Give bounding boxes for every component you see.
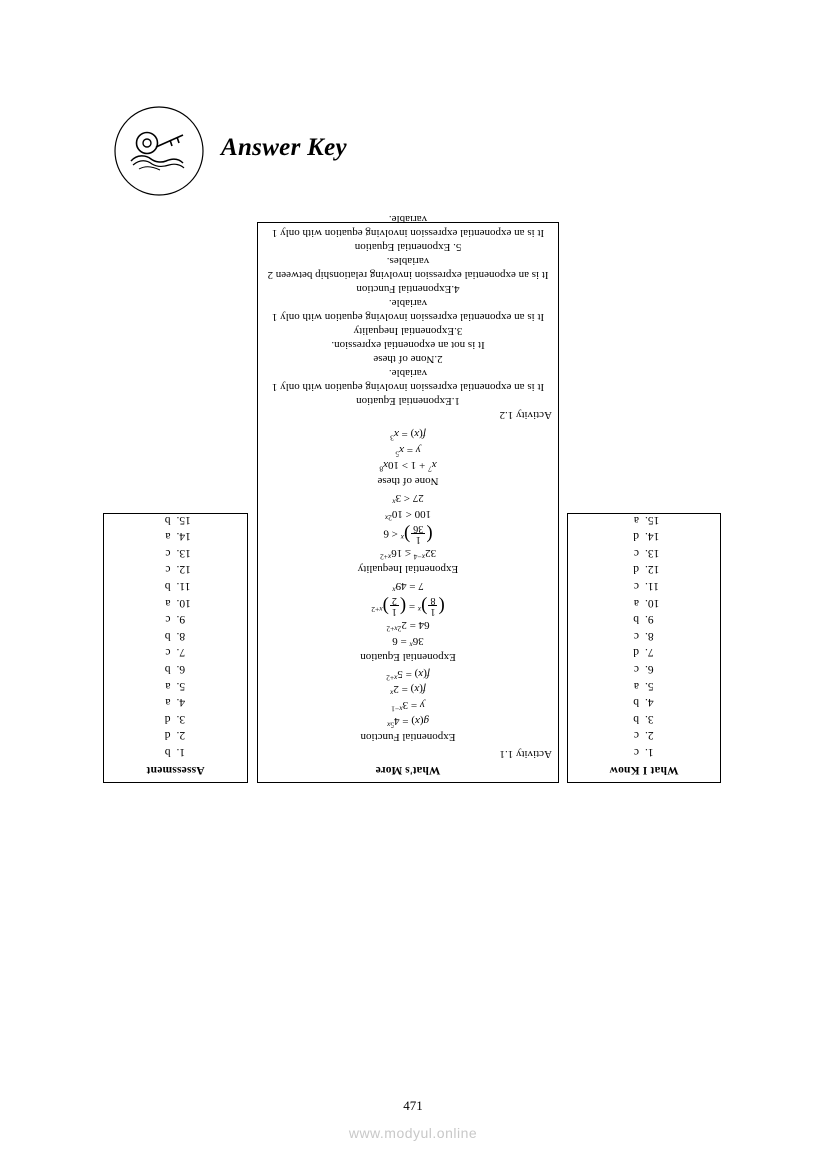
list-item [568, 677, 720, 694]
item-number: 13. [176, 546, 191, 559]
item-number: 2. [645, 729, 654, 742]
item-number: 9. [645, 613, 654, 626]
activity-1-2-reason: It is an exponential expression involving relationship between 2 variables. [267, 254, 549, 281]
item-answer: Exponential Equation [354, 240, 451, 253]
item-answer: a [165, 696, 171, 709]
key-in-circle-icon [113, 105, 205, 197]
item-number: 10. [176, 596, 191, 609]
activity-1-1-label: Activity 1.1 [499, 747, 552, 760]
item-number: 2. [176, 729, 186, 742]
item-number: 14. [176, 530, 191, 543]
item-answer: b [164, 629, 171, 642]
math-expression: $f(x) = x^3$ [390, 427, 426, 443]
activity-1-2-reason: It is an exponential expression involving equation with only 1 variable. [271, 366, 545, 393]
item-answer: Exponential Inequality [353, 324, 455, 337]
math-expression: $7 = 49^x$ [392, 579, 424, 595]
item-number: 6. [645, 663, 654, 676]
list-item [104, 677, 247, 694]
list-item [568, 710, 720, 727]
item-answer: d [164, 729, 171, 742]
item-answer: c [633, 580, 639, 593]
list-item [568, 511, 720, 528]
item-number: 12. [645, 563, 660, 576]
assessment-list [104, 511, 247, 760]
item-answer: a [165, 530, 171, 543]
exponential-equation-heading: Exponential Equation [360, 651, 456, 664]
watermark: www.modyul.online [348, 1125, 478, 1141]
list-item [104, 627, 247, 644]
math-expression: $36^x = 6$ [392, 635, 424, 650]
math-expression: $32^{x-4} \le 16^{x+2}$ [379, 547, 437, 563]
item-answer: c [633, 663, 639, 676]
list-item [568, 561, 720, 578]
item-number: 3. [645, 712, 654, 725]
math-expression: $f(x) = 5^{x+2}$ [386, 667, 430, 683]
item-answer: c [165, 613, 171, 626]
activity-1-2-reason: It is not an exponential expression. [331, 338, 485, 351]
math-expression: $y = 3^{x-1}$ [391, 699, 425, 715]
list-item [568, 544, 720, 561]
item-answer: c [165, 646, 171, 659]
item-number: 13. [645, 546, 660, 559]
list-item [104, 528, 247, 545]
math-expression: $y = x^5$ [395, 443, 421, 459]
item-answer: a [165, 596, 171, 609]
item-number: 4. [645, 696, 654, 709]
item-answer: b [633, 712, 639, 725]
exponential-inequality-heading: Exponential Inequality [357, 563, 459, 576]
item-number: 8. [645, 629, 654, 642]
list-item [104, 743, 247, 760]
item-answer: d [633, 530, 639, 543]
activity-1-2-item [264, 240, 552, 254]
item-number: 11. [176, 580, 191, 593]
item-answer: Exponential Equation [356, 394, 452, 407]
item-answer: c [633, 729, 639, 742]
list-item [568, 594, 720, 611]
item-answer: a [633, 596, 639, 609]
item-answer: None of these [373, 352, 435, 365]
item-answer: d [633, 646, 639, 659]
activity-1-2-reason: It is an exponential expression involving equation with only 1 variable. [271, 296, 545, 323]
item-number: 14. [645, 530, 660, 543]
list-item [568, 644, 720, 661]
item-number: 5. [176, 679, 186, 692]
list-item [104, 694, 247, 711]
list-item [104, 644, 247, 661]
item-number: 2. [434, 352, 443, 365]
page-title: Answer Key [221, 134, 347, 161]
none-of-these-heading: None of these [377, 475, 439, 488]
whats-more-box [257, 212, 559, 783]
activity-1-2-item [264, 282, 552, 296]
page-number: 471 [403, 1098, 423, 1113]
item-answer: a [633, 679, 639, 692]
item-answer: b [633, 613, 639, 626]
item-number: 9. [176, 613, 186, 626]
assessment-box [103, 513, 248, 783]
item-answer: b [633, 696, 639, 709]
item-number: 3. [176, 712, 186, 725]
item-answer: c [165, 546, 171, 559]
item-number: 12. [176, 563, 191, 576]
activity-1-2-item [264, 394, 552, 408]
list-item [568, 660, 720, 677]
item-answer: b [164, 746, 171, 758]
list-item [568, 743, 720, 760]
item-number: 3. [454, 324, 463, 337]
item-number: 6. [176, 663, 186, 676]
item-number: 10. [645, 596, 660, 609]
list-item [104, 577, 247, 594]
item-number: 1. [451, 394, 460, 407]
item-answer: b [164, 663, 171, 676]
item-number: 7. [645, 646, 654, 659]
math-expression: $g(x) = 4^{5x}$ [387, 715, 429, 730]
item-answer: d [164, 712, 171, 725]
list-item [104, 660, 247, 677]
item-answer: b [164, 513, 171, 526]
item-answer: c [633, 746, 639, 758]
list-item [568, 611, 720, 628]
list-item [104, 544, 247, 561]
list-item [568, 627, 720, 644]
list-item [568, 528, 720, 545]
what-i-know-box [567, 513, 721, 783]
item-answer: a [633, 513, 639, 526]
whats-more-title: What's More [375, 764, 441, 776]
item-answer: b [164, 580, 171, 593]
list-item [568, 727, 720, 744]
item-answer: c [633, 629, 639, 642]
math-expression: $100 < 10^{2x}$ [384, 507, 432, 523]
item-answer: a [165, 679, 171, 692]
item-number: 4. [176, 696, 186, 709]
activity-1-2-reason: It is an exponential expression involving equation with only 1 variable. [271, 212, 545, 239]
math-expression: $64 = 2^{2x+2}$ [386, 619, 430, 634]
assessment-title: Assessment [146, 764, 205, 776]
list-item [104, 710, 247, 727]
what-i-know-title: What I Know [609, 764, 679, 776]
item-answer: c [633, 546, 639, 559]
item-number: 1. [176, 746, 186, 758]
exponential-function-heading: Exponential Function [360, 731, 456, 744]
list-item [104, 561, 247, 578]
math-expression: $f(x) = 2^x$ [390, 683, 426, 699]
activity-1-2-item [264, 324, 552, 338]
item-number: 5. [453, 240, 462, 253]
item-answer: c [165, 563, 171, 576]
math-expression: ( 1 36 )$^x$ < 6 [383, 522, 433, 546]
list-item [568, 694, 720, 711]
list-item [104, 727, 247, 744]
item-number: 15. [645, 513, 660, 526]
item-answer: Exponential Function [356, 282, 452, 295]
item-number: 5. [645, 679, 654, 692]
item-number: 4. [451, 282, 460, 295]
item-number: 8. [176, 629, 186, 642]
math-expression: $x^7 + 1 > 10x^8$ [379, 459, 437, 475]
what-i-know-list [568, 511, 720, 760]
list-item [104, 594, 247, 611]
math-expression: $27 < 3^x$ [392, 491, 424, 507]
item-number: 1. [645, 746, 654, 758]
list-item [104, 511, 247, 528]
activity-1-2-item [264, 352, 552, 366]
item-number: 15. [176, 513, 191, 526]
item-number: 7. [176, 646, 186, 659]
math-expression: ( 1 8 )$^x$ = ( 1 2 )$^{x+2}$ [371, 594, 445, 618]
item-answer: d [633, 563, 639, 576]
item-number: 11. [645, 580, 659, 593]
list-item [104, 611, 247, 628]
activity-1-2-label: Activity 1.2 [499, 409, 552, 422]
list-item [568, 577, 720, 594]
